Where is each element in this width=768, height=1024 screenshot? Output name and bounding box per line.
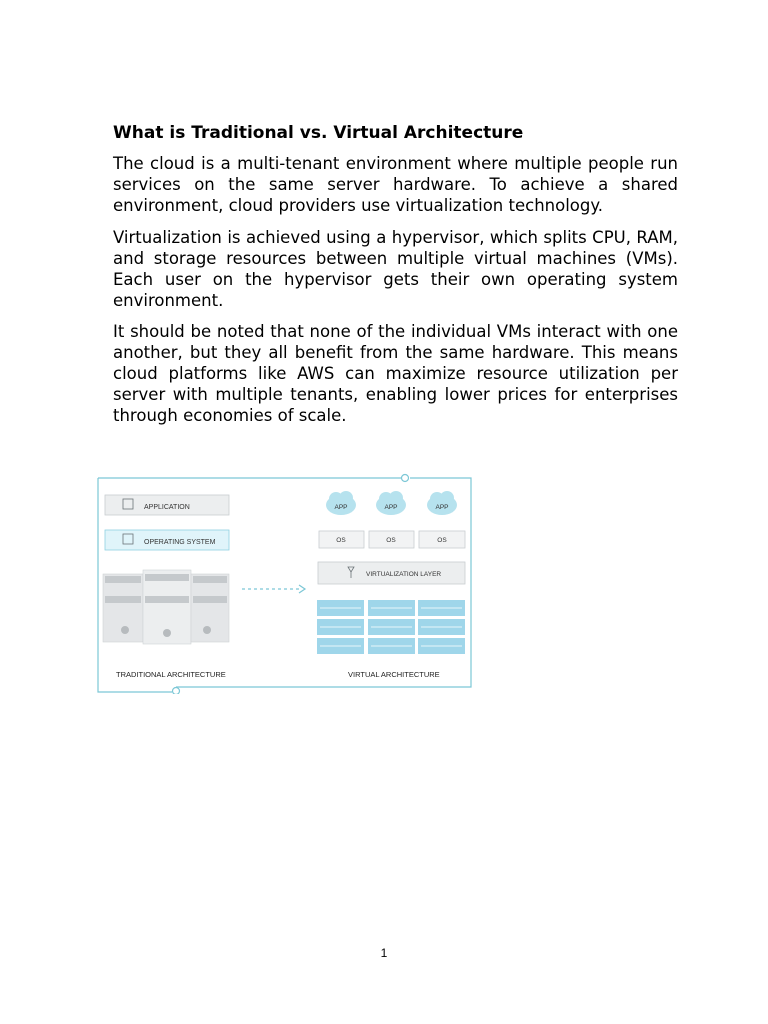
virtual-architecture-caption: VIRTUAL ARCHITECTURE bbox=[348, 670, 440, 679]
paragraph-1: The cloud is a multi-tenant environment where multiple people run services on the same server hardware. To achieve a shared environment, cloud providers use virtualization technology. bbox=[113, 154, 678, 215]
application-box bbox=[105, 495, 229, 515]
vm-os-box-1 bbox=[319, 531, 364, 548]
app-cloud-2 bbox=[376, 491, 406, 515]
page-number: 1 bbox=[380, 946, 388, 960]
app-cloud-1 bbox=[326, 491, 356, 515]
architecture-figure bbox=[96, 472, 474, 694]
os-label-1: OS bbox=[336, 537, 346, 544]
vm-os-box-2 bbox=[369, 531, 414, 548]
section-heading: What is Traditional vs. Virtual Architecture bbox=[113, 123, 524, 143]
os-label-2: OS bbox=[386, 537, 396, 544]
virtualization-layer-label: VIRTUALIZATION LAYER bbox=[366, 571, 442, 578]
app-label-3: APP bbox=[435, 504, 449, 511]
operating-system-box bbox=[105, 530, 229, 550]
architecture-diagram bbox=[96, 472, 474, 694]
app-cloud-3 bbox=[427, 491, 457, 515]
application-label: APPLICATION bbox=[144, 504, 190, 511]
virtualization-layer-box bbox=[318, 562, 465, 584]
traditional-architecture-caption: TRADITIONAL ARCHITECTURE bbox=[116, 670, 226, 679]
paragraph-2: Virtualization is achieved using a hypervisor, which splits CPU, RAM, and storage resources between multiple virtual machines (VMs). Each user on the hypervisor gets their own operating system environment. bbox=[113, 228, 678, 310]
app-label-1: APP bbox=[334, 504, 348, 511]
app-label-2: APP bbox=[384, 504, 398, 511]
frame-node-bottom bbox=[173, 688, 180, 695]
operating-system-label: OPERATING SYSTEM bbox=[144, 539, 216, 546]
traditional-servers bbox=[103, 570, 229, 644]
frame-node-top bbox=[402, 475, 409, 482]
os-label-3: OS bbox=[437, 537, 447, 544]
vm-os-box-3 bbox=[419, 531, 465, 548]
paragraph-3: It should be noted that none of the individual VMs interact with one another, but they all benefit from the same hardware. This means cloud platforms like AWS can maximize resource utilization per server with multiple tenants, enabling lower prices for enterprises through economies of scale. bbox=[113, 322, 678, 425]
